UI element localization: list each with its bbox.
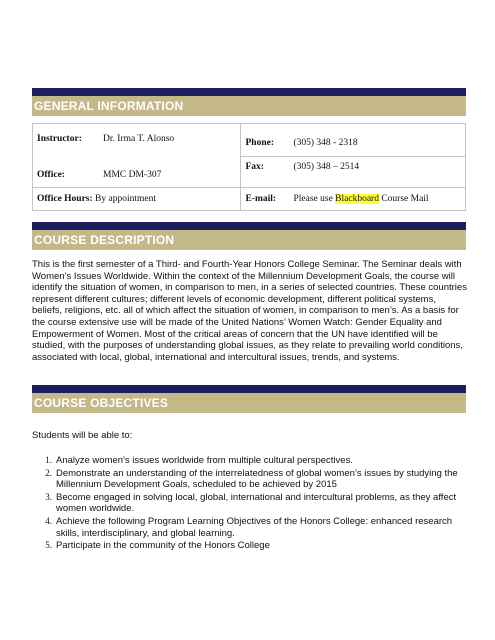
list-item [32, 540, 466, 552]
item-number: 3. [45, 491, 52, 502]
email-suffix: Course Mail [378, 194, 429, 204]
instructor-office-cell [33, 124, 241, 188]
email-label: E-mail: [245, 194, 277, 204]
phone-label: Phone: [245, 138, 274, 148]
office-label: Office: [37, 169, 65, 180]
general-information-header [32, 88, 466, 116]
office-hours-label: Office Hours: [37, 194, 93, 204]
course-description-text: This is the first semester of a Third- and Fourth-Year Honors College Seminar. The Seminar deals with Women’s Issues Worldwide. Within the context of the Millennium Development Goals, the course will identify the situation of women, in comparison to men, in a series of selected countries. These countries represent different cultures; different levels of economic development, different political systems, beliefs, religions, etc. all of which affect the situation of women, in comparison to men’s. As a basis for the course extensive use will be made of the United Nations’ Women Watch: Gender Equality and Empowerment of Women. Most of the critical areas of concern that the UN have identified will be studied, with the purposes of understanding global issues, as they relate to prevailing world conditions, associated with local, global, international and intercultural issues, trends, and systems. [32, 259, 467, 363]
item-number: 1. [45, 455, 52, 465]
item-text: Become engaged in solving local, global, international and intercultural problems, as they affect women worldwide. [56, 491, 457, 515]
instructor-label: Instructor: [37, 133, 82, 144]
section-title: COURSE DESCRIPTION [32, 230, 466, 250]
objectives-list [32, 455, 466, 553]
objectives-intro: Students will be able to: [32, 430, 133, 441]
email-prefix: Please use [293, 194, 336, 204]
table-row [33, 188, 466, 211]
fax-cell [241, 157, 466, 188]
item-number: 2. [45, 467, 52, 478]
office-value: MMC DM-307 [103, 169, 162, 180]
list-item [32, 455, 466, 467]
section-title: GENERAL INFORMATION [32, 96, 466, 116]
list-item [32, 468, 466, 491]
header-bar [32, 88, 466, 96]
fax-label: Fax: [245, 162, 264, 172]
instructor-value: Dr. Irma T. Alonso [103, 133, 175, 144]
item-text: Participate in the community of the Honors College [56, 540, 270, 552]
section-title: COURSE OBJECTIVES [32, 393, 466, 413]
contact-info-table [32, 123, 466, 211]
item-text: Analyze women's issues worldwide from multiple cultural perspectives. [56, 455, 353, 466]
email-cell [241, 188, 466, 211]
office-hours-value: By appointment [95, 194, 156, 204]
item-text: Achieve the following Program Learning Objectives of the Honors College: enhanced research skills, interdisciplinary, and global learning. [56, 515, 453, 539]
header-bar [32, 385, 466, 393]
office-hours-cell [33, 188, 241, 211]
table-row [33, 124, 466, 157]
fax-value: (305) 348 – 2514 [293, 162, 360, 172]
list-item [32, 516, 466, 539]
header-bar [32, 222, 466, 230]
item-number: 5. [45, 540, 52, 551]
item-number: 4. [45, 515, 52, 526]
blackboard-link[interactable]: Blackboard [335, 194, 379, 204]
list-item [32, 492, 466, 515]
course-description-header [32, 222, 466, 250]
item-text: Demonstrate an understanding of the interrelatedness of global women’s issues by studying the Millennium Development Goals, scheduled to be achieved by 2015 [56, 467, 458, 491]
phone-value: (305) 348 - 2318 [293, 138, 358, 148]
course-objectives-header [32, 385, 466, 413]
phone-cell [241, 124, 466, 157]
